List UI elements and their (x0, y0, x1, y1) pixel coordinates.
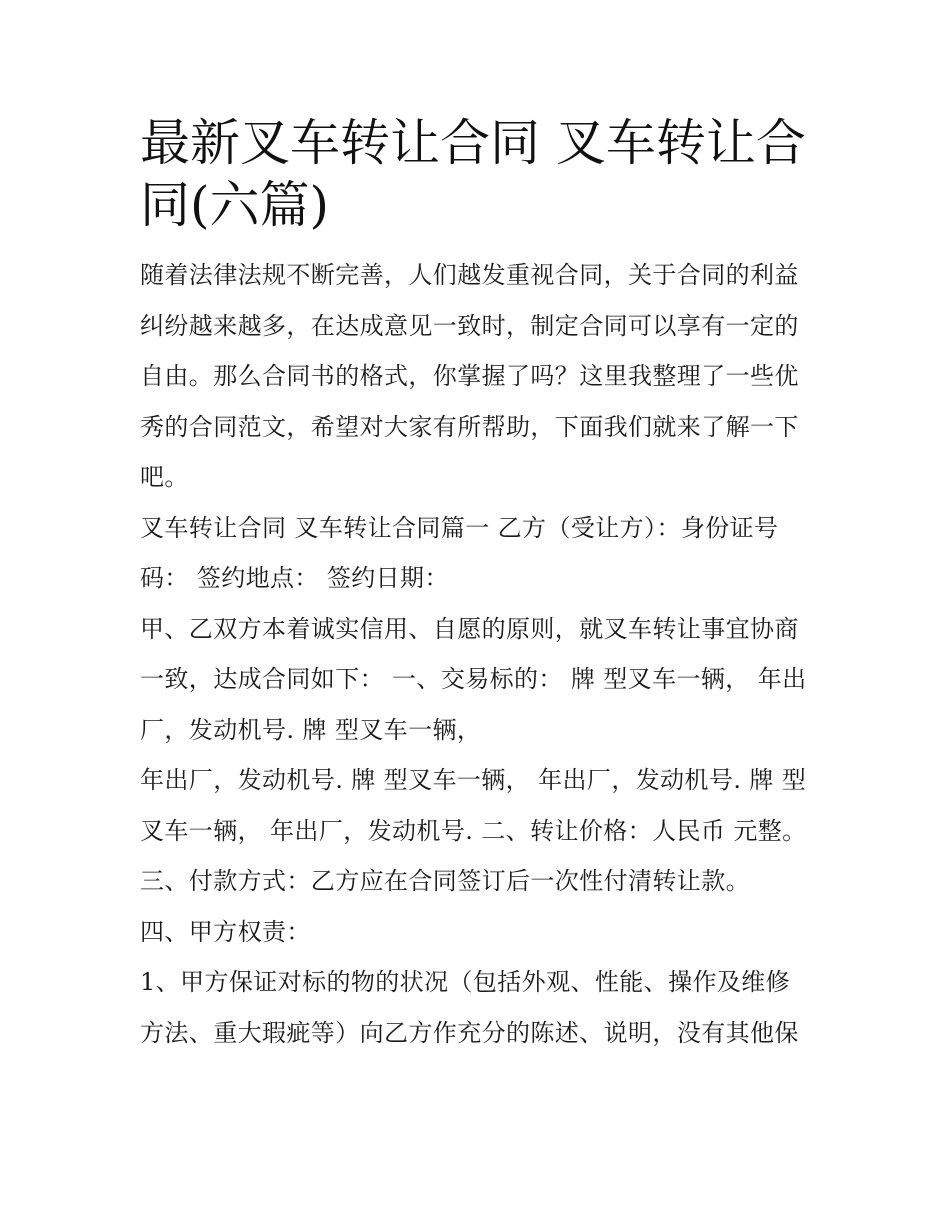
document-body (140, 112, 814, 1058)
paragraph-payment: 三、付款方式：乙方应在合同签订后一次性付清转让款。 (140, 867, 750, 895)
paragraph-intro: 随着法律法规不断完善，人们越发重视合同，关于合同的利益纠纷越来越多，在达成意见一致时，制定合同可以享有一定的自由。那么合同书的格式，你掌握了吗？这里我整理了一些优秀的合同范文，希望对大家有所帮助，下面我们就来了解一下吧。 (140, 261, 799, 491)
paragraph-agreement: 甲、乙双方本着诚实信用、自愿的原则，就叉车转让事宜协商一致，达成合同如下： 一、交易标的： 牌 型叉车一辆， 年出厂，发动机号. 牌 型叉车一辆， (140, 614, 807, 744)
document-title: 最新叉车转让合同 叉车转让合同(六篇) (140, 114, 806, 234)
paragraph-items-price: 年出厂，发动机号. 牌 型叉车一辆， 年出厂，发动机号. 牌 型叉车一辆， 年出厂，发动机号. 二、转让价格：人民币 元整。 (140, 766, 807, 845)
paragraph-party-a-heading: 四、甲方权责： (140, 917, 311, 946)
paragraph-party-a-clause-1: 1、甲方保证对标的物的状况（包括外观、性能、操作及维修方法、重大瑕疵等）向乙方作充分的陈述、说明，没有其他保 (140, 968, 799, 1047)
paragraph-parties: 叉车转让合同 叉车转让合同篇一 乙方（受让方）：身份证号码： 签约地点： 签约日期： (140, 513, 779, 592)
